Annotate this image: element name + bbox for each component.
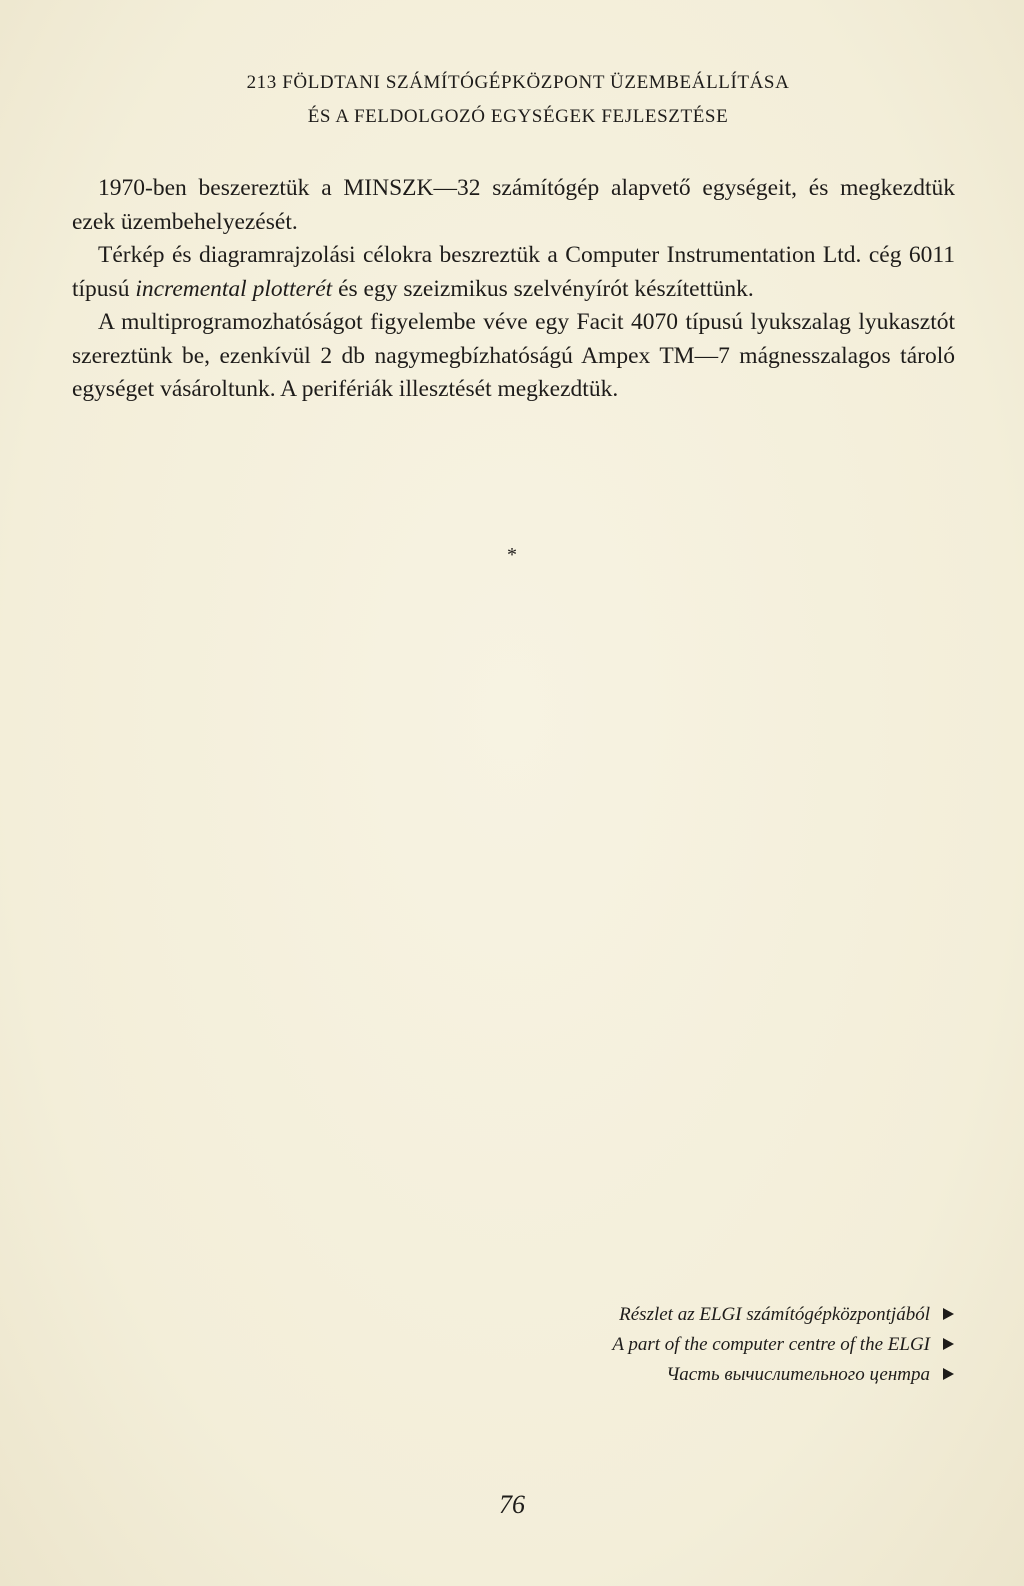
caption-hungarian-text: Részlet az ELGI számítógépközpontjából — [619, 1304, 930, 1325]
right-triangle-icon — [943, 1338, 954, 1350]
paragraph-1: 1970-ben beszereztük a MINSZK—32 számítógép alapvető egységeit, és megkezdtük ezek üzembehelyezését. — [72, 175, 955, 235]
body-text — [72, 172, 955, 407]
caption-russian — [612, 1360, 954, 1390]
right-triangle-icon — [943, 1368, 954, 1380]
caption-english-text: A part of the computer centre of the ELGI — [612, 1334, 930, 1355]
caption-hungarian — [612, 1300, 954, 1330]
figure-captions — [612, 1300, 954, 1390]
section-separator: * — [507, 544, 517, 566]
paragraph-2-italic: incremental plotterét — [135, 275, 333, 302]
section-title-line-1: 213 FÖLDTANI SZÁMÍTÓGÉPKÖZPONT ÜZEMBEÁLLÍTÁSA — [246, 72, 790, 93]
page-number: 76 — [499, 1490, 525, 1519]
right-triangle-icon — [943, 1308, 954, 1320]
paragraph-2 — [72, 239, 955, 306]
paragraph-2-text-a: Térkép és diagramrajzolási célokra beszreztük a Computer Instrumentation Ltd. cég 6011 típusú — [72, 242, 955, 302]
paragraph-2-text-b: és egy szeizmikus szelvényírót készítettünk. — [332, 275, 754, 302]
section-title-line-2: ÉS A FELDOLGOZÓ EGYSÉGEK FEJLESZTÉSE — [307, 106, 729, 127]
caption-english — [612, 1330, 954, 1360]
paragraph-3: A multiprogramozhatóságot figyelembe véve egy Facit 4070 típusú lyukszalag lyukasztót szereztünk be, ezenkívül 2 db nagymegbízhatóságú Ampex TM—7 mágnesszalagos tároló egységet vásároltunk. A perifériák illesztését megkezdtük. — [72, 309, 955, 402]
caption-russian-text: Часть вычислительного центра — [666, 1364, 930, 1385]
